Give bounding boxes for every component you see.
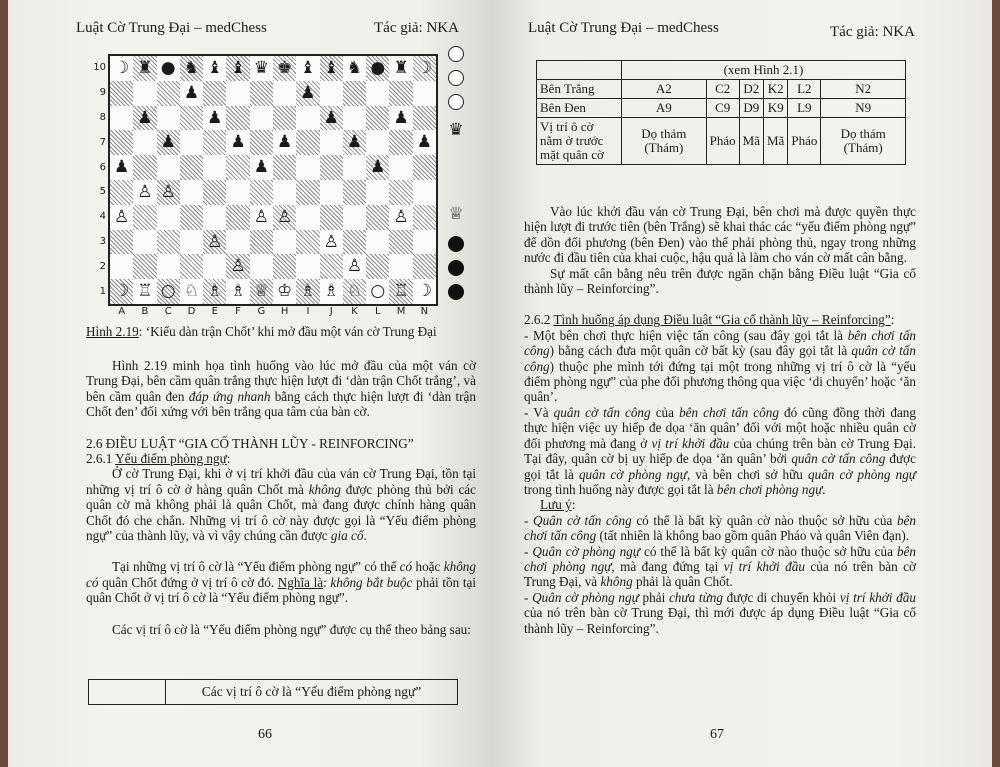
paragraph: - Quân cờ tấn công có thể là bất kỳ quân cờ nào thuộc sở hữu của bên chơi tấn công (tất nhiên là không bao gồm quân Pháo và quân Viên đạn).: [524, 512, 916, 544]
chess-piece-icon: ♔: [277, 281, 293, 302]
left-page: [8, 0, 492, 767]
chess-piece-icon: ♟: [114, 157, 130, 178]
light-square: [110, 106, 133, 131]
chess-piece-icon: ♗: [207, 281, 223, 302]
file-label: N: [420, 306, 429, 317]
file-label: F: [235, 306, 241, 317]
light-square: [389, 155, 412, 180]
chess-piece-icon: ♙: [137, 181, 153, 202]
rank-label: 2: [99, 260, 106, 272]
paragraph: - Một bên chơi thực hiện việc tấn công (sau đây gọi tắt là bên chơi tấn công) bằng cách đưa một quân cờ bất kỳ (sau đây gọi tắt là quân cờ tấn công) thuộc phe mình tới đứng tại một trong những vị trí ô cờ là “yếu điểm phòng ngự” của phe đối phương thông qua việc ‘di chuyển’ hoặc ‘ăn quân’.: [524, 327, 917, 405]
chess-piece-icon: ♟: [323, 107, 339, 128]
chess-piece-icon: ♖: [137, 281, 153, 302]
chess-piece-icon: ♞: [183, 57, 200, 78]
light-square: [320, 130, 343, 155]
paragraph: - Quân cờ phòng ngự phải chưa từng được di chuyển khỏi vị trí khởi đầu của nó trên bàn cờ Trung Đại, thì mới được áp dụng Điều luật “Gia cố thành lũy – Reinforcing”.: [524, 589, 916, 636]
light-square: [273, 230, 296, 255]
chess-piece-icon: ♟: [393, 107, 409, 128]
light-square: [157, 106, 180, 131]
light-square: [413, 180, 436, 205]
side-queen-white-icon: ♕: [448, 204, 464, 224]
chess-piece-icon: ♟: [416, 132, 432, 153]
paragraph: Hình 2.19 minh họa tình huống vào lúc mở đầu của một ván cờ Trung Đại, bên cầm quân trắng thực hiện lượt đi ‘dàn trận Chốt trắng’, và bên cầm quân đen đáp ứng nhanh bằng cách thực hiện lượt đi ‘dàn trận Chốt đen’ đối xứng với bên trắng qua tâm của bàn cờ.: [86, 358, 476, 420]
light-square: [226, 180, 249, 205]
chess-piece-icon: ●: [160, 57, 176, 78]
light-square: [366, 230, 389, 255]
side-queen-black-icon: ♛: [448, 120, 464, 140]
file-label: A: [118, 306, 126, 317]
file-label: H: [280, 306, 289, 317]
paragraph: Các vị trí ô cờ là “Yếu điểm phòng ngự” được cụ thể theo bảng sau:: [112, 621, 471, 637]
chess-piece-icon: ♟: [160, 132, 176, 153]
file-label: D: [187, 306, 196, 317]
chess-piece-icon: ☽: [416, 57, 432, 78]
table-row: [537, 61, 906, 80]
paragraph: - Và quân cờ tấn công của bên chơi tấn công đó cũng đồng thời đang thực hiện việc uy hiếp đe dọa ‘ăn quân’ đối với một hoặc nhiều quân cờ đối phương mà đang ở vị trí khởi đầu của chúng trên bàn cờ Trung Đại. Tại đây, quân cờ bị uy hiếp đe dọa ‘ăn quân’ bởi quân cờ tấn công được gọi tắt là quân cờ phòng ngự, và bên chơi sở hữu quân cờ phòng ngự trong tình huống này được gọi tắt là bên chơi phòng ngự.: [524, 404, 916, 497]
page-number: 67: [710, 727, 724, 742]
light-square: [203, 155, 226, 180]
left-header-author: Tác giả: NKA: [374, 20, 459, 36]
weak-points-table-header: [88, 679, 458, 705]
rank-label: 1: [99, 285, 106, 297]
light-square: [133, 230, 156, 255]
chess-piece-icon: ☽: [416, 281, 432, 302]
light-square: [110, 254, 133, 279]
chess-piece-icon: ♚: [277, 57, 293, 78]
section-title: 2.6 ĐIỀU LUẬT “GIA CỐ THÀNH LŨY - REINFORCING”: [86, 435, 414, 451]
table-row: Bên Trắng A2 C2 D2 K2 L2 N2: [537, 80, 906, 99]
note-label: Lưu ý:: [540, 497, 576, 513]
subsection-title: 2.6.1 Yếu điểm phòng ngự:: [86, 451, 231, 467]
light-square: [273, 180, 296, 205]
chess-piece-icon: ♟: [137, 107, 153, 128]
chess-piece-icon: ♘: [346, 281, 363, 302]
side-marker-bottom-2: [448, 260, 464, 276]
chess-piece-icon: ♝: [230, 57, 246, 78]
file-label: E: [211, 306, 218, 317]
file-label: L: [374, 306, 381, 317]
left-header-title: Luật Cờ Trung Đại – medChess: [76, 20, 267, 36]
figure-caption: [86, 324, 476, 339]
light-square: [296, 205, 319, 230]
chess-piece-icon: ♟: [370, 157, 386, 178]
chess-piece-icon: ♝: [323, 57, 339, 78]
right-header-title: Luật Cờ Trung Đại – medChess: [528, 20, 719, 36]
paragraph: - Quân cờ phòng ngự có thể là bất kỳ quân cờ nào thuộc sở hữu của bên chơi phòng ngự, mà đang đứng tại vị trí khởi đầu của nó trên bàn cờ Trung Đại, và không phải là quân Chốt.: [524, 543, 916, 590]
chess-piece-icon: ♟: [253, 157, 269, 178]
chess-piece-icon: ♙: [230, 256, 246, 277]
left-body: [86, 358, 476, 637]
chess-piece-icon: ♙: [393, 206, 409, 227]
side-marker-top-2: [448, 70, 464, 86]
paragraph: Vào lúc khởi đầu ván cờ Trung Đại, bên chơi mà được quyền thực hiện lượt đi trước tiên (bên Trắng) sẽ khai thác các “yếu điểm phòng ngự” để dồn đối phương (bên Đen) vào thế phải phòng thủ, ngay trong những nước đi đầu tiên của khai cuộc, hậu quả là làm cho ván cờ mất cân bằng.: [524, 204, 916, 266]
light-square: [320, 81, 343, 106]
file-label: K: [351, 306, 358, 317]
file-label: I: [306, 306, 310, 317]
light-square: [133, 81, 156, 106]
file-label: G: [257, 306, 266, 317]
light-square: [250, 254, 273, 279]
light-square: [203, 254, 226, 279]
table-row: Vị trí ô cờ nằm ở trước mặt quân cờ Dọ thám (Thám) Pháo Mã Mã Pháo Dọ thám (Thám): [537, 118, 906, 165]
chess-piece-icon: ☽: [114, 57, 130, 78]
chess-piece-icon: ♜: [137, 57, 153, 78]
paragraph: Sự mất cân bằng nêu trên được ngăn chặn bằng Điều luật “Gia cố thành lũy – Reinforcing”.: [524, 265, 916, 297]
chess-piece-icon: ♙: [323, 231, 339, 252]
rank-label: 6: [99, 161, 106, 173]
chess-piece-icon: ♙: [346, 256, 363, 277]
light-square: [343, 205, 366, 230]
table-header-cell: Các vị trí ô cờ là “Yếu điểm phòng ngự”: [166, 680, 458, 705]
light-square: [296, 106, 319, 131]
light-square: [320, 180, 343, 205]
rank-label: 4: [99, 211, 106, 223]
chess-piece-icon: ♟: [346, 132, 363, 153]
chess-piece-icon: ♟: [230, 132, 246, 153]
table-caption: (xem Hình 2.1): [622, 61, 906, 80]
chess-piece-icon: ♕: [253, 281, 269, 302]
rank-label: 9: [99, 87, 106, 99]
light-square: [296, 155, 319, 180]
light-square: [366, 130, 389, 155]
chess-piece-icon: ○: [370, 281, 386, 302]
light-square: [226, 81, 249, 106]
chess-piece-icon: ●: [370, 57, 386, 78]
side-marker-top-1: [448, 46, 464, 62]
chess-piece-icon: ♛: [253, 57, 269, 78]
page-number: 66: [258, 727, 272, 742]
chess-piece-icon: ♟: [183, 82, 200, 103]
light-square: [273, 81, 296, 106]
paragraph: Tại những vị trí ô cờ là “Yếu điểm phòng ngự” có thể có hoặc không có quân Chốt đứng ở vị trí ô cờ đó. Nghĩa là: không bắt buộc phải tồn tại quân Chốt ở vị trí ô cờ là “Yếu điểm phòng ngự”.: [86, 559, 476, 606]
light-square: [366, 81, 389, 106]
light-square: [133, 130, 156, 155]
chess-board: [108, 54, 438, 306]
file-label: B: [141, 306, 149, 317]
light-square: [343, 155, 366, 180]
chess-piece-icon: ○: [160, 281, 176, 302]
side-marker-bottom-3: [448, 284, 464, 300]
chess-piece-icon: ♟: [207, 107, 223, 128]
light-square: [413, 81, 436, 106]
light-square: [389, 254, 412, 279]
rank-label: 7: [99, 136, 106, 148]
right-header-author: Tác giả: NKA: [830, 24, 915, 40]
chess-piece-icon: ♙: [160, 181, 176, 202]
chess-piece-icon: ♘: [183, 281, 200, 302]
light-square: [343, 106, 366, 131]
light-square: [180, 180, 203, 205]
side-marker-top-3: [448, 94, 464, 110]
chess-piece-icon: ♟: [300, 82, 316, 103]
light-square: [296, 254, 319, 279]
caption-text: : ‘Kiểu dàn trận Chốt’ khi mở đầu một ván cờ Trung Đại: [138, 324, 437, 339]
file-label: C: [164, 306, 172, 317]
right-body: [524, 204, 916, 636]
side-marker-bottom-1: [448, 236, 464, 252]
table-row: Bên Đen A9 C9 D9 K9 L9 N9: [537, 99, 906, 118]
chess-piece-icon: ♙: [277, 206, 293, 227]
light-square: [226, 230, 249, 255]
right-page: [492, 0, 992, 767]
chess-piece-icon: ☽: [114, 281, 130, 302]
chess-piece-icon: ♗: [230, 281, 246, 302]
weak-points-table: [536, 60, 906, 165]
chess-piece-icon: ♖: [393, 281, 409, 302]
chess-piece-icon: ♜: [393, 57, 409, 78]
chess-piece-icon: ♗: [300, 281, 316, 302]
rank-label: 3: [99, 236, 106, 247]
chess-piece-icon: ♙: [207, 231, 223, 252]
light-square: [203, 205, 226, 230]
subsection-title: 2.6.2 Tình huống áp dụng Điều luật “Gia cố thành lũy – Reinforcing”:: [524, 312, 895, 328]
rank-label: 10: [93, 62, 106, 74]
chess-piece-icon: ♝: [207, 57, 223, 78]
rank-label: 5: [99, 186, 106, 198]
light-square: [157, 155, 180, 180]
chess-piece-icon: ♗: [323, 281, 339, 302]
light-square: [180, 230, 203, 255]
light-square: [413, 230, 436, 255]
chess-piece-icon: ♙: [253, 206, 269, 227]
caption-label: Hình 2.19: [86, 324, 139, 339]
paragraph: Ở cờ Trung Đại, khi ở vị trí khởi đầu của ván cờ Trung Đại, tồn tại những vị trí ô cờ ở hàng quân Chốt mà không được phòng thủ bởi các quân cờ mà không phải là quân Chốt, mà đang được chính hàng quân Chốt đó che chắn. Những vị trí ô cờ này được gọi là “Yếu điểm phòng ngự” của thành lũy, và vì vậy chúng cần được gia cố.: [86, 466, 477, 544]
light-square: [366, 180, 389, 205]
light-square: [250, 106, 273, 131]
file-label: J: [329, 306, 333, 317]
chess-piece-icon: ♝: [300, 57, 316, 78]
rank-label: 8: [99, 112, 106, 123]
light-square: [180, 130, 203, 155]
chess-piece-icon: ♟: [277, 132, 293, 153]
light-square: [157, 254, 180, 279]
light-square: [157, 205, 180, 230]
chess-piece-icon: ♙: [114, 206, 130, 227]
file-label: M: [396, 306, 406, 317]
chess-piece-icon: ♞: [346, 57, 363, 78]
